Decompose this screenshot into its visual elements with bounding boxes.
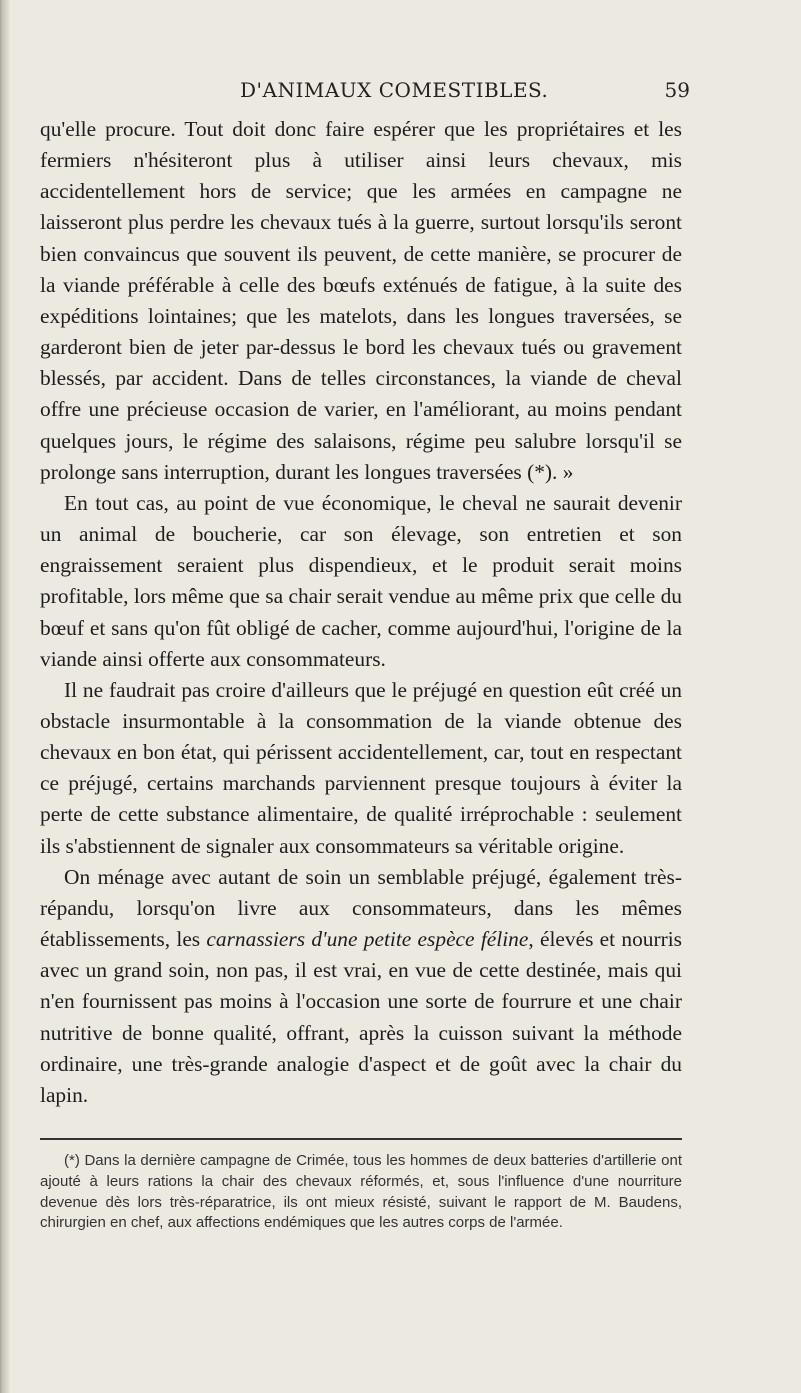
paragraph-feline-start: On ménage avec autant de soin un semblable préjugé, également très-répandu, lorsqu'on livre aux consommateurs, dans les mêmes établissements, les [40, 864, 682, 952]
paragraph-economic-view: En tout cas, au point de vue économique, le cheval ne saurait devenir un animal de boucherie, car son élevage, son entretien et son engraissement seraient plus dispendieux, et le produit serait moins profitable, lors même que sa chair serait vendue au même prix que celle du bœuf et sans qu'on fût obligé de cacher, comme aujourd'hui, l'origine de la viande ainsi offerte aux consommateurs. [40, 490, 682, 671]
main-text [40, 114, 682, 1111]
paragraph-feline-italic: carnassiers d'une petite espèce féline [206, 927, 529, 952]
paragraph-prejudice: Il ne faudrait pas croire d'ailleurs que le préjugé en question eût créé un obstacle insurmontable à la consommation de la viande obtenue des chevaux en bon état, qui périssent accidentellement, car, tout en respectant ce préjugé, certains marchands parviennent presque toujours à éviter la perte de cette substance alimentaire, de qualité irréprochable : seulement ils s'abstiennent de signaler aux consommateurs sa véritable origine. [40, 677, 682, 858]
page-binding-edge [0, 0, 10, 1393]
running-head [40, 78, 690, 108]
running-title: D'ANIMAUX COMESTIBLES. [240, 78, 549, 102]
paragraph-continuation: qu'elle procure. Tout doit donc faire espérer que les propriétaires et les fermiers n'hésiteront plus à utiliser ainsi leurs chevaux, mis accidentellement hors de service; que les armées en campagne ne laisseront plus perdre les chevaux tués à la guerre, surtout lorsqu'ils seront bien convaincus que souvent ils peuvent, de cette manière, se procurer de la viande préférable à celle des bœufs exténués de fatigue, à la suite des expéditions lointaines; que les matelots, dans les longues traversées, se garderont bien de jeter par-dessus le bord les chevaux tués ou gravement blessés, par accident. Dans de telles circonstances, la viande de cheval offre une précieuse occasion de varier, en l'améliorant, au moins pendant quelques jours, le régime des salaisons, régime peu salubre lorsqu'il se prolonge sans interruption, durant les longues traversées (*). » [40, 117, 682, 484]
footnote-text: (*) Dans la dernière campagne de Crimée, tous les hommes de deux batteries d'artillerie ont ajouté à leurs rations la chair des chevaux réformés, et, sous l'influence d'une nourriture devenue dès lors très-réparatrice, ils ont mieux résisté, suivant le rapport de M. Baudens, chirurgien en chef, aux affections endémiques que les autres corps de l'armée. [40, 1152, 682, 1232]
paragraph-feline [40, 862, 682, 1111]
page-number: 59 [664, 78, 690, 102]
footnote [40, 1151, 682, 1234]
footnote-separator [40, 1138, 682, 1140]
paragraph-feline-end: , élevés et nourris avec un grand soin, non pas, il est vrai, en vue de cette destinée, mais qui n'en fournissent pas moins à l'occasion une sorte de fourrure et une chair nutritive de bonne qualité, offrant, après la cuisson suivant la méthode ordinaire, une très-grande analogie d'aspect et de goût avec la chair du lapin. [40, 927, 682, 1107]
